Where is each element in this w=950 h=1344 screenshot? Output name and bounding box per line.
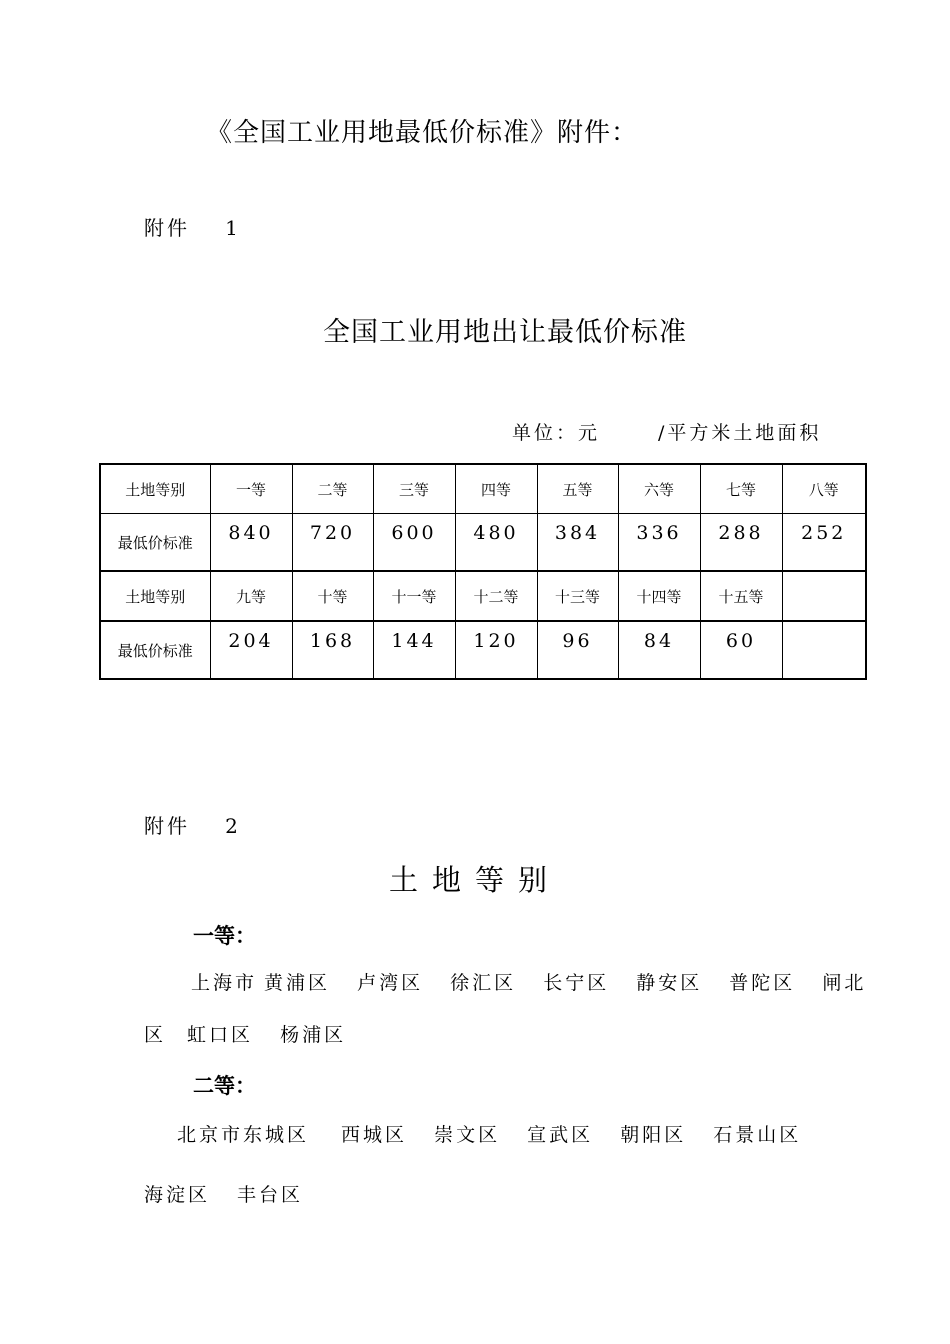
list-item: 长宁区 <box>543 972 610 994</box>
unit-part2: /平方米土地面积 <box>658 422 822 444</box>
document-title: 《全国工业用地最低价标准》附件： <box>206 118 639 148</box>
table-cell: 一等 <box>210 464 292 514</box>
list-item: 闸北 <box>822 972 867 994</box>
grade-2-line-2 <box>144 1180 303 1207</box>
table-cell: 96 <box>537 621 618 679</box>
table-cell: 五等 <box>537 464 618 514</box>
table-cell: 六等 <box>618 464 700 514</box>
table-cell: 840 <box>210 514 292 572</box>
table-cell: 十一等 <box>373 571 455 621</box>
table-cell: 252 <box>782 514 866 572</box>
table-cell: 十三等 <box>537 571 618 621</box>
main-title: 全国工业用地出让最低价标准 <box>323 317 687 348</box>
list-item: 区 <box>144 1024 167 1046</box>
table-cell: 120 <box>455 621 537 679</box>
list-item: 静安区 <box>636 972 703 994</box>
list-item: 徐汇区 <box>450 972 517 994</box>
grade-2-line-1 <box>177 1120 801 1147</box>
attachment-number: 2 <box>225 814 238 838</box>
table-cell <box>782 571 866 621</box>
table-cell: 60 <box>700 621 782 679</box>
grade-1-line-2 <box>144 1020 346 1047</box>
table-cell: 三等 <box>373 464 455 514</box>
section-title: 土地等别 <box>388 863 561 897</box>
table-cell: 168 <box>292 621 373 679</box>
table-cell: 720 <box>292 514 373 572</box>
grade-1-heading: 一等： <box>193 924 256 948</box>
table-cell: 十二等 <box>455 571 537 621</box>
list-item: 虹口区 <box>187 1024 254 1046</box>
list-item: 海淀区 <box>144 1184 211 1206</box>
attachment-number: 1 <box>225 216 238 240</box>
row-header: 最低价标准 <box>100 621 210 679</box>
table-cell: 84 <box>618 621 700 679</box>
unit-line <box>512 418 821 445</box>
unit-part1: 单位：元 <box>512 422 601 444</box>
list-item: 普陀区 <box>729 972 796 994</box>
attachment-1-label <box>144 212 238 241</box>
table-cell: 480 <box>455 514 537 572</box>
table-cell: 十五等 <box>700 571 782 621</box>
list-item: 卢湾区 <box>357 972 424 994</box>
table-cell: 288 <box>700 514 782 572</box>
table-row <box>100 621 866 679</box>
list-item: 上海市 <box>191 972 258 994</box>
row-header: 最低价标准 <box>100 514 210 572</box>
attachment-2-label <box>144 810 238 839</box>
list-item: 宣武区 <box>527 1124 594 1146</box>
table-cell: 336 <box>618 514 700 572</box>
list-item: 北京市东城区 <box>177 1124 310 1146</box>
list-item: 石景山区 <box>713 1124 802 1146</box>
list-item: 崇文区 <box>434 1124 501 1146</box>
row-header: 土地等别 <box>100 571 210 621</box>
table-cell: 八等 <box>782 464 866 514</box>
table-cell: 600 <box>373 514 455 572</box>
table-cell: 七等 <box>700 464 782 514</box>
table-cell: 四等 <box>455 464 537 514</box>
row-header: 土地等别 <box>100 464 210 514</box>
table-cell <box>782 621 866 679</box>
table-cell: 二等 <box>292 464 373 514</box>
attachment-label-text: 附件 <box>144 216 190 240</box>
table-row <box>100 464 866 514</box>
table-cell: 384 <box>537 514 618 572</box>
list-item: 杨浦区 <box>280 1024 347 1046</box>
table-row <box>100 571 866 621</box>
list-item: 西城区 <box>341 1124 408 1146</box>
table-cell: 204 <box>210 621 292 679</box>
table-row <box>100 514 866 572</box>
price-standard-table <box>99 463 867 680</box>
grade-2-heading: 二等： <box>193 1074 256 1098</box>
list-item: 朝阳区 <box>620 1124 687 1146</box>
table-cell: 九等 <box>210 571 292 621</box>
table-cell: 十等 <box>292 571 373 621</box>
list-item: 黄浦区 <box>264 972 331 994</box>
table-cell: 十四等 <box>618 571 700 621</box>
list-item: 丰台区 <box>237 1184 304 1206</box>
table-cell: 144 <box>373 621 455 679</box>
attachment-label-text: 附件 <box>144 814 190 838</box>
grade-1-line-1 <box>191 968 866 995</box>
